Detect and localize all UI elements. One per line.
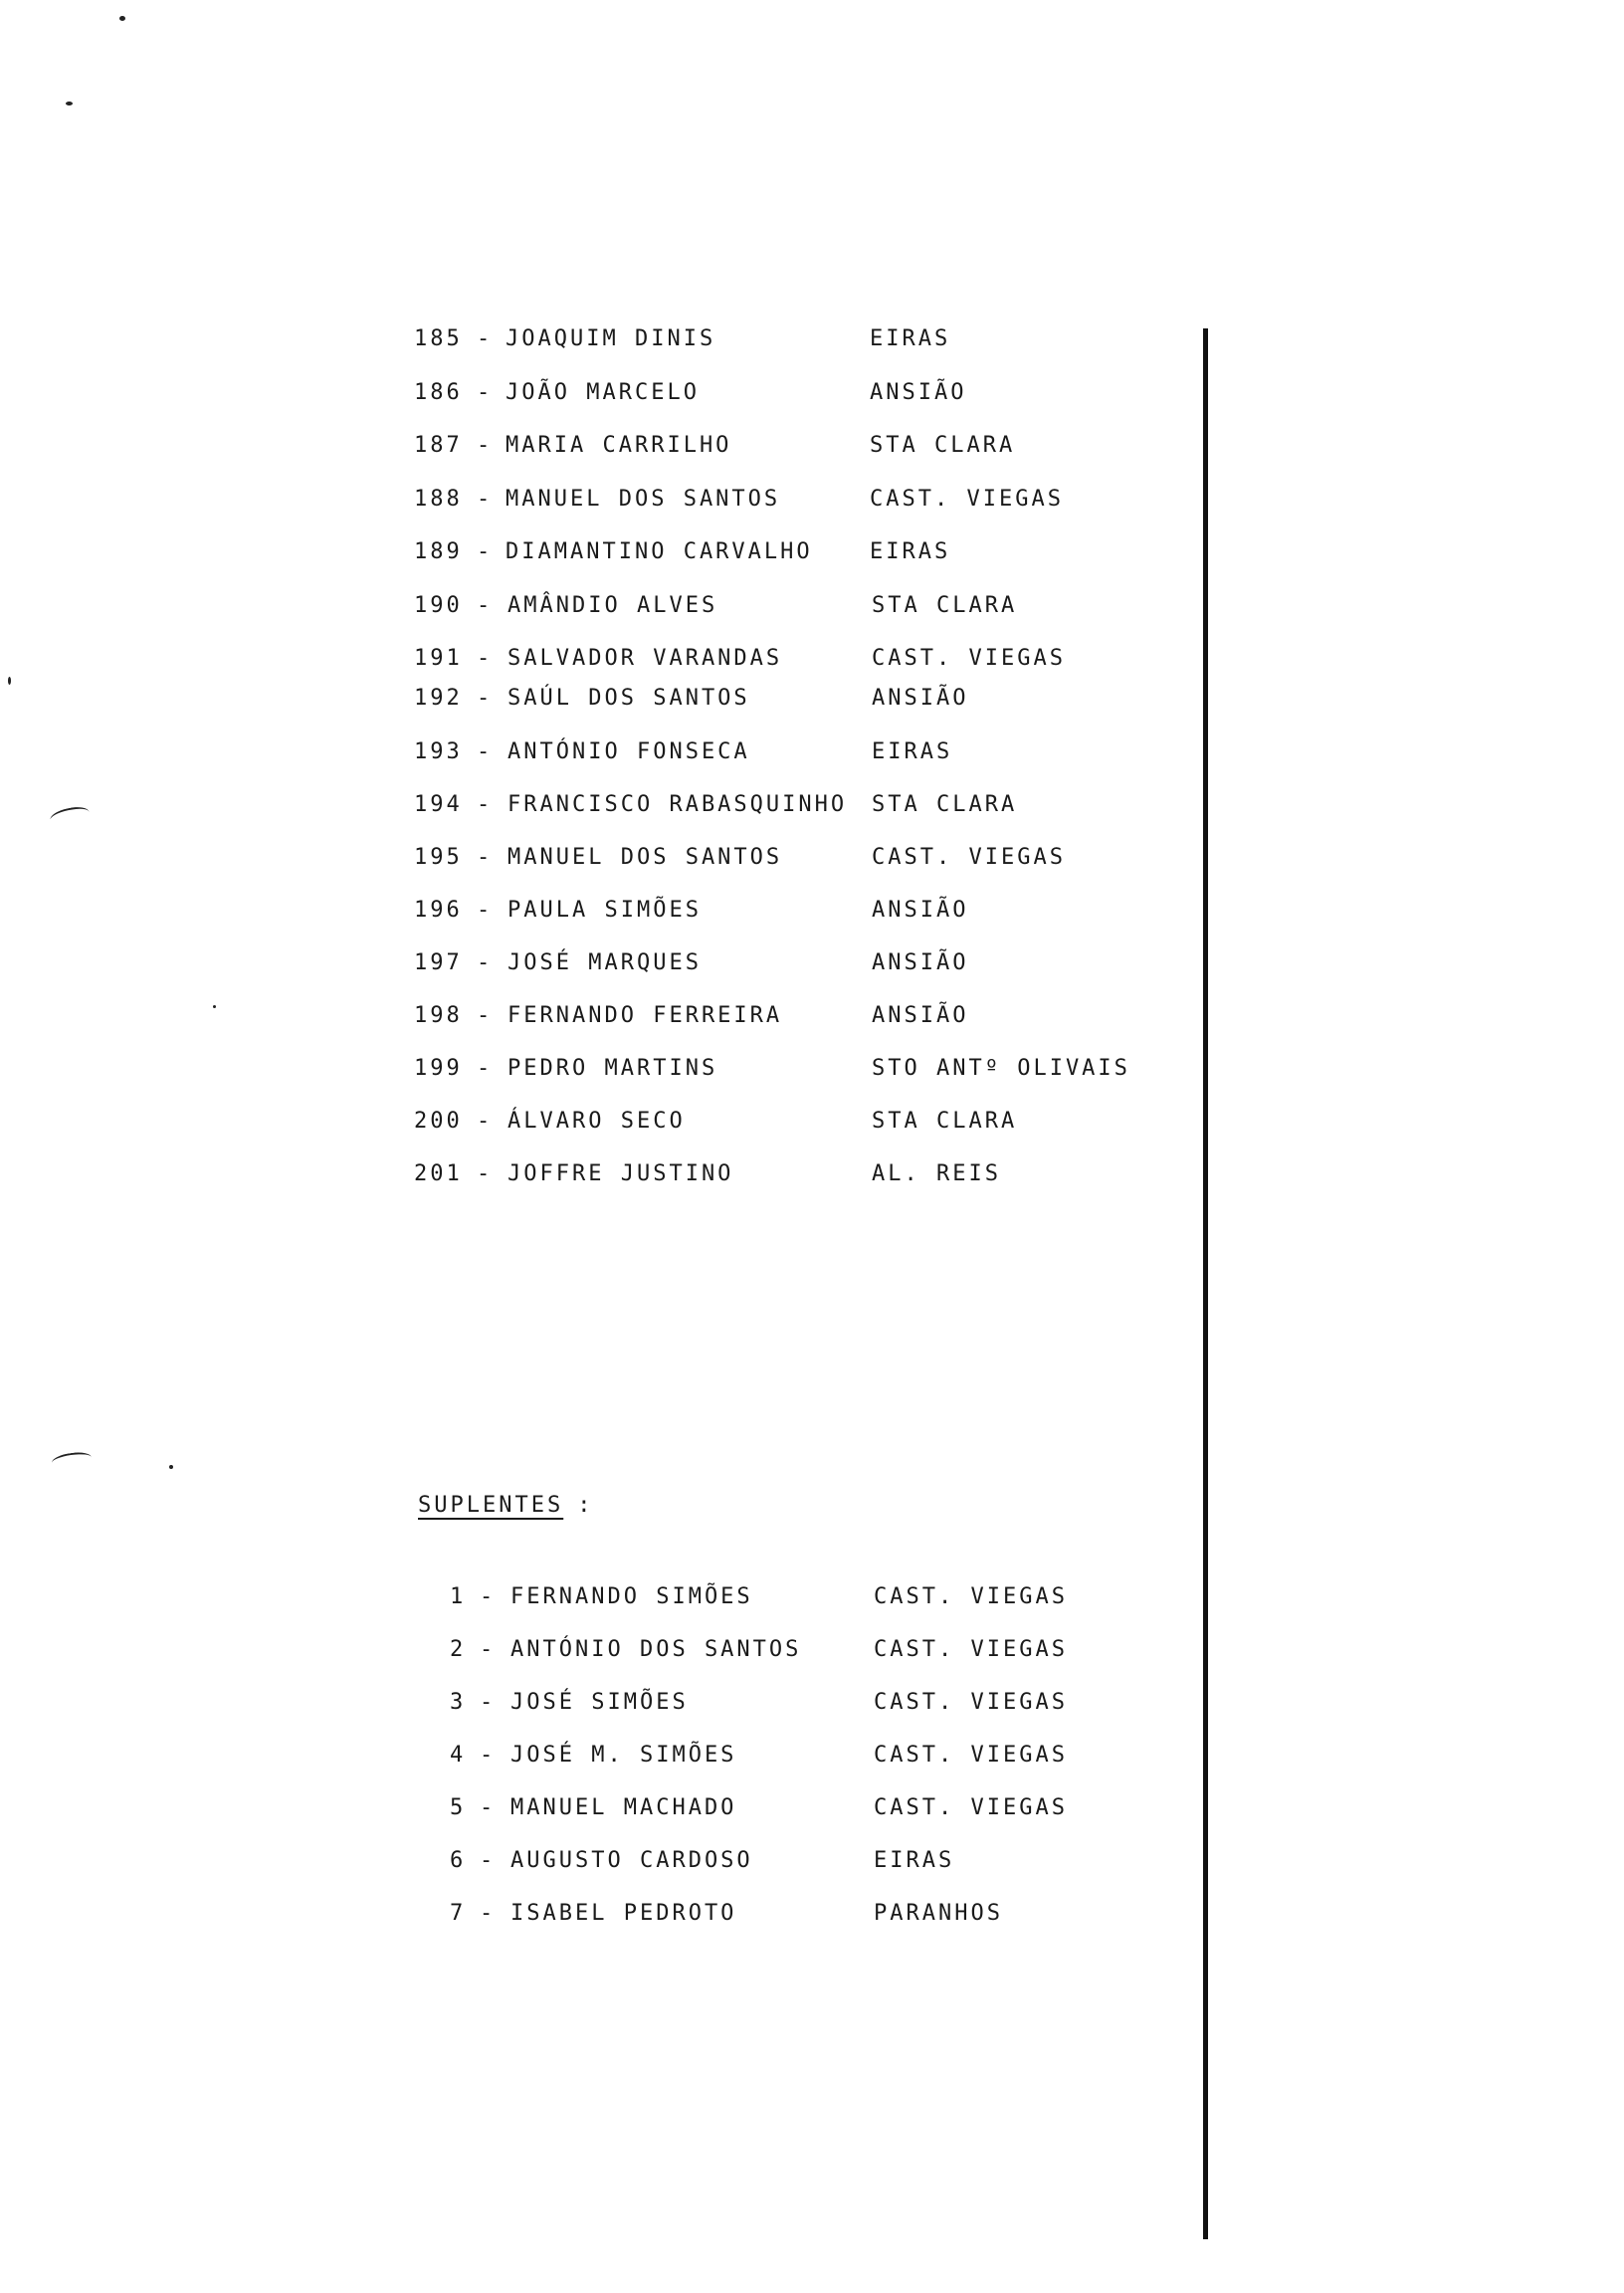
entry-place: ANSIÃO xyxy=(872,1003,969,1028)
entry-place: AL. REIS xyxy=(872,1161,1001,1186)
scan-speck xyxy=(8,677,11,685)
entry-place: CAST. VIEGAS xyxy=(872,646,1066,671)
entry-dash: - xyxy=(477,1003,494,1028)
entry-number: 196 xyxy=(414,898,463,923)
entry-number: 195 xyxy=(414,845,463,870)
entry-name: ANTÓNIO DOS SANTOS xyxy=(510,1637,802,1662)
scan-speck xyxy=(119,16,125,21)
entry-dash: - xyxy=(477,845,494,870)
entry-name: JOÃO MARCELO xyxy=(506,380,700,405)
entry-place: STA CLARA xyxy=(872,1109,1018,1134)
entry-name: MANUEL DOS SANTOS xyxy=(508,845,783,870)
entry-number: 7 xyxy=(450,1901,467,1926)
vertical-margin-rule xyxy=(1203,328,1208,2239)
entry-number: 1 xyxy=(450,1584,467,1609)
entry-dash: - xyxy=(477,792,494,817)
entry-place: STA CLARA xyxy=(870,433,1016,458)
entry-name: AMÂNDIO ALVES xyxy=(508,593,718,618)
entry-number: 200 xyxy=(414,1109,463,1134)
entry-dash: - xyxy=(480,1637,497,1662)
entry-place: STA CLARA xyxy=(872,593,1018,618)
entry-number: 6 xyxy=(450,1848,467,1873)
entry-place: CAST. VIEGAS xyxy=(872,845,1066,870)
entry-place: STA CLARA xyxy=(872,792,1018,817)
entry-place: PARANHOS xyxy=(874,1901,1003,1926)
entry-dash: - xyxy=(480,1584,497,1609)
entry-number: 199 xyxy=(414,1056,463,1081)
entry-dash: - xyxy=(477,950,494,975)
entry-number: 191 xyxy=(414,646,463,671)
scan-mark xyxy=(51,1450,93,1469)
entry-dash: - xyxy=(477,487,494,512)
entry-number: 198 xyxy=(414,1003,463,1028)
entry-number: 185 xyxy=(414,326,463,351)
entry-name: JOAQUIM DINIS xyxy=(506,326,716,351)
entry-name: DIAMANTINO CARVALHO xyxy=(506,539,813,564)
entry-name: ÁLVARO SECO xyxy=(508,1109,686,1134)
entry-name: ISABEL PEDROTO xyxy=(510,1901,737,1926)
entry-number: 5 xyxy=(450,1795,467,1820)
entry-number: 188 xyxy=(414,487,463,512)
entry-number: 189 xyxy=(414,539,463,564)
entry-number: 192 xyxy=(414,686,463,711)
entry-dash: - xyxy=(480,1848,497,1873)
scan-mark xyxy=(49,804,91,828)
entry-name: JOSÉ MARQUES xyxy=(508,950,702,975)
entry-dash: - xyxy=(480,1690,497,1715)
scan-speck xyxy=(66,102,73,105)
entry-number: 197 xyxy=(414,950,463,975)
entry-name: AUGUSTO CARDOSO xyxy=(510,1848,753,1873)
entry-number: 193 xyxy=(414,739,463,764)
entry-name: FERNANDO SIMÕES xyxy=(510,1584,753,1609)
entry-dash: - xyxy=(477,898,494,923)
entry-dash: - xyxy=(477,593,494,618)
entry-dash: - xyxy=(477,433,494,458)
entry-place: EIRAS xyxy=(870,326,951,351)
entry-dash: - xyxy=(480,1795,497,1820)
entry-dash: - xyxy=(477,539,494,564)
entry-place: EIRAS xyxy=(870,539,951,564)
entry-name: JOSÉ SIMÕES xyxy=(510,1690,689,1715)
entry-dash: - xyxy=(477,1056,494,1081)
entry-place: ANSIÃO xyxy=(872,686,969,711)
entry-name: PAULA SIMÕES xyxy=(508,898,702,923)
entry-place: CAST. VIEGAS xyxy=(874,1637,1068,1662)
entry-place: CAST. VIEGAS xyxy=(874,1584,1068,1609)
entry-place: CAST. VIEGAS xyxy=(874,1795,1068,1820)
entry-dash: - xyxy=(477,326,494,351)
entry-dash: - xyxy=(477,646,494,671)
entry-dash: - xyxy=(477,686,494,711)
entry-name: ANTÓNIO FONSECA xyxy=(508,739,750,764)
entry-number: 4 xyxy=(450,1743,467,1768)
entry-dash: - xyxy=(477,1109,494,1134)
entry-name: FRANCISCO RABASQUINHO xyxy=(508,792,848,817)
entry-number: 190 xyxy=(414,593,463,618)
entry-number: 3 xyxy=(450,1690,467,1715)
entry-number: 186 xyxy=(414,380,463,405)
suplentes-heading-colon: : xyxy=(577,1493,594,1518)
scan-speck xyxy=(169,1465,173,1469)
entry-place: ANSIÃO xyxy=(870,380,967,405)
entry-dash: - xyxy=(477,739,494,764)
entry-name: PEDRO MARTINS xyxy=(508,1056,718,1081)
entry-number: 2 xyxy=(450,1637,467,1662)
entry-number: 187 xyxy=(414,433,463,458)
entry-place: STO ANTº OLIVAIS xyxy=(872,1056,1130,1081)
entry-name: MANUEL MACHADO xyxy=(510,1795,737,1820)
scan-speck xyxy=(213,1005,216,1008)
entry-number: 194 xyxy=(414,792,463,817)
entry-place: CAST. VIEGAS xyxy=(874,1690,1068,1715)
entry-name: MARIA CARRILHO xyxy=(506,433,732,458)
entry-name: SAÚL DOS SANTOS xyxy=(508,686,750,711)
entry-place: EIRAS xyxy=(872,739,953,764)
entry-name: MANUEL DOS SANTOS xyxy=(506,487,781,512)
entry-place: CAST. VIEGAS xyxy=(874,1743,1068,1768)
entry-place: ANSIÃO xyxy=(872,950,969,975)
suplentes-heading-text: SUPLENTES xyxy=(418,1493,564,1518)
entry-name: JOSÉ M. SIMÕES xyxy=(510,1743,737,1768)
entry-number: 201 xyxy=(414,1161,463,1186)
entry-dash: - xyxy=(477,1161,494,1186)
entry-place: ANSIÃO xyxy=(872,898,969,923)
entry-place: CAST. VIEGAS xyxy=(870,487,1064,512)
entry-name: SALVADOR VARANDAS xyxy=(508,646,783,671)
entry-dash: - xyxy=(477,380,494,405)
entry-name: FERNANDO FERREIRA xyxy=(508,1003,783,1028)
entry-dash: - xyxy=(480,1901,497,1926)
entry-place: EIRAS xyxy=(874,1848,955,1873)
entry-name: JOFFRE JUSTINO xyxy=(508,1161,734,1186)
entry-dash: - xyxy=(480,1743,497,1768)
suplentes-heading xyxy=(418,1493,593,1519)
